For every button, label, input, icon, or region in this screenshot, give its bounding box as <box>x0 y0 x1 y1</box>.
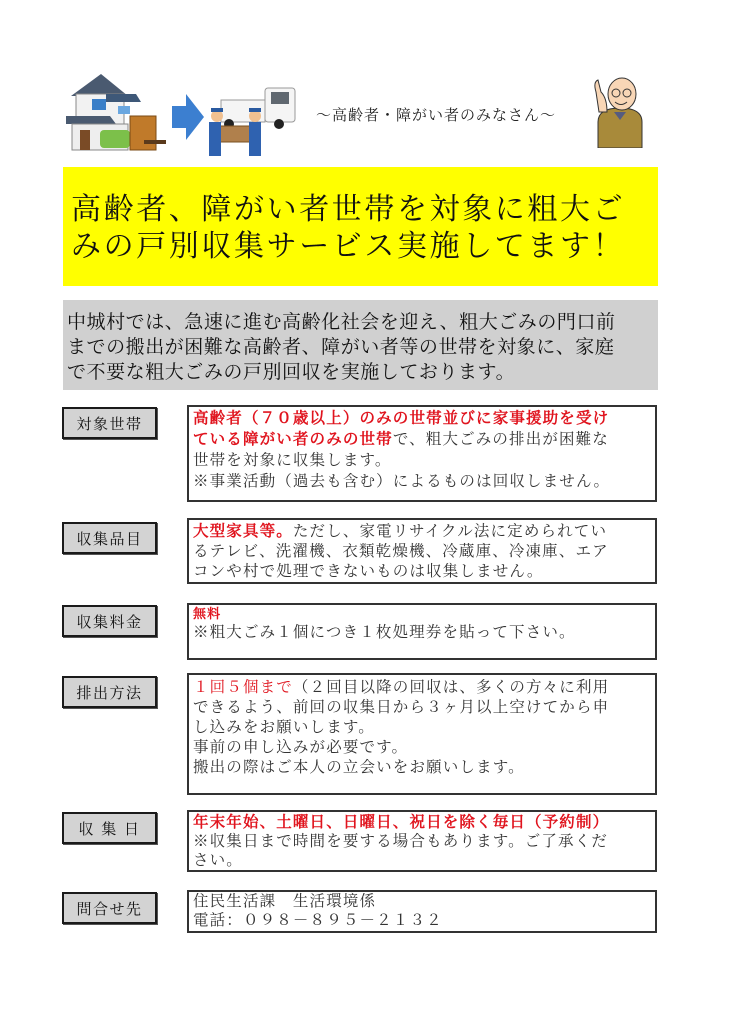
highlight-text: １回５個まで <box>193 678 293 696</box>
body-text: 世帯を対象に収集します。 <box>193 451 392 469</box>
section-content-contact <box>187 890 657 933</box>
phone-number: 電話：０９８－８９５－２１３２ <box>193 911 443 929</box>
body-text: コンや村で処理できないものは収集しません。 <box>193 562 544 580</box>
highlight-text: 年末年始、土曜日、日曜日、祝日を除く毎日（予約制） <box>193 813 610 831</box>
headline-banner <box>63 167 658 286</box>
highlight-text: 大型家具等。 <box>193 522 293 540</box>
department-name: 住民生活課 生活環境係 <box>193 892 377 910</box>
arrow-right-icon <box>172 94 204 140</box>
movers-with-truck-icon <box>205 82 297 158</box>
body-text: で、粗大ごみの排出が困難な <box>392 430 609 448</box>
note-text: ※収集日まで時間を要する場合もあります。ご了承くだ <box>193 832 609 850</box>
section-label-target-households: 対象世帯 <box>62 407 157 439</box>
highlight-text: ている障がい者のみの世帯 <box>193 430 393 448</box>
section-label-collection-day: 収 集 日 <box>62 812 157 844</box>
section-content-collection-items <box>187 518 657 584</box>
section-content-target-households <box>187 405 657 502</box>
intro-paragraph <box>63 300 658 390</box>
section-label-disposal-method: 排出方法 <box>62 676 157 708</box>
headline-line-2: みの戸別収集サービス実施してます！ <box>71 229 626 264</box>
elderly-man-pointing-icon <box>590 72 650 148</box>
intro-line: までの搬出が困難な高齢者、障がい者等の世帯を対象に、家庭 <box>67 336 615 358</box>
section-label-collection-items: 収集品目 <box>62 522 157 554</box>
header-subtitle: ～高齢者・障がい者のみなさん～ <box>316 106 557 124</box>
highlight-text: 無料 <box>193 607 222 622</box>
section-label-collection-fee: 収集料金 <box>62 605 157 637</box>
section-content-collection-day <box>187 810 657 872</box>
body-text: ただし、家電リサイクル法に定められてい <box>292 522 608 540</box>
section-label-contact: 問合せ先 <box>62 892 157 924</box>
body-text: 搬出の際はご本人の立会いをお願いします。 <box>193 758 525 776</box>
note-text: さい。 <box>193 851 243 869</box>
section-content-collection-fee <box>187 603 657 660</box>
intro-line: で不要な粗大ごみの戸別回収を実施しております。 <box>67 361 516 383</box>
intro-line: 中城村では、急速に進む高齢化社会を迎え、粗大ごみの門口前 <box>67 311 616 333</box>
body-text: （２回目以降の回収は、多くの方々に利用 <box>292 678 610 696</box>
body-text: 事前の申し込みが必要です。 <box>193 738 409 756</box>
note-text: ※粗大ごみ１個につき１枚処理券を貼って下さい。 <box>193 623 576 641</box>
body-text: し込みをお願いします。 <box>193 718 375 736</box>
body-text: できるよう、前回の収集日から３ヶ月以上空けてから申 <box>193 698 610 716</box>
section-content-disposal-method <box>187 673 657 795</box>
note-text: ※事業活動（過去も含む）によるものは回収しません。 <box>193 472 611 490</box>
headline-line-1: 高齢者、障がい者世帯を対象に粗大ご <box>71 192 626 227</box>
highlight-text: 高齢者（７０歳以上）のみの世帯並びに家事援助を受け <box>193 409 610 427</box>
body-text: るテレビ、洗濯機、衣類乾燥機、冷蔵庫、冷凍庫、エア <box>193 542 609 560</box>
house-with-furniture-icon <box>66 66 166 156</box>
